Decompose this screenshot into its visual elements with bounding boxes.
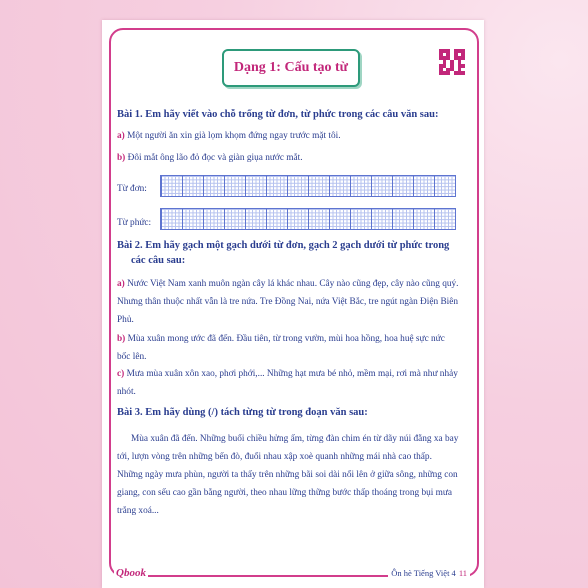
item-label: b) [117, 153, 126, 163]
exercise-3-title: Bài 3. Em hãy dùng (/) tách từng từ trong đoạn văn sau: [117, 407, 368, 418]
item-text: Mưa mùa xuân xôn xao, phơi phới,... Những hạt mưa bé nhỏ, mềm mại, rơi mà như nhảy nhót. [117, 369, 458, 397]
exercise-1-item-b [117, 149, 459, 167]
item-text: Mùa xuân mong ước đã đến. Đầu tiên, từ trong vườn, mùi hoa hồng, hoa huệ sực nức bốc lên. [117, 334, 445, 362]
compound-word-label: Từ phức: [117, 218, 152, 228]
item-text: Đôi mắt ông lão đỏ đọc và giàn giụa nước mắt. [127, 153, 303, 163]
item-label: b) [117, 334, 126, 344]
exercise-1-title: Bài 1. Em hãy viết vào chỗ trống từ đơn, từ phức trong các câu văn sau: [117, 109, 439, 120]
qr-code-icon [439, 49, 465, 75]
item-label: a) [117, 131, 125, 141]
exercise-1-item-a [117, 127, 459, 145]
exercise-2-item-a [117, 275, 459, 329]
footer-subject [388, 568, 470, 578]
item-label: a) [117, 279, 125, 289]
exercise-3-passage: Mùa xuân đã đến. Những buổi chiều hửng ấm, từng đàn chim én từ dãy núi đằng xa bay tới, lượn vòng trên những bến đò, đuổi nhau xập xoè quanh những mái nhà cao thấp. Những ngày mưa phùn, người ta thấy trên những bãi soi dài nổi lên ở giữa sông, những con giang, con sếu cao gần bằng người, theo nhau lững thững bước thấp thoáng trong bụi mưa trắng xoá... [117, 434, 459, 516]
section-title-box [222, 49, 360, 87]
qbook-logo: Qbook [116, 567, 146, 579]
compound-word-writing-grid[interactable] [160, 208, 456, 230]
item-text: Nước Việt Nam xanh muôn ngàn cây lá khác nhau. Cây nào cũng đẹp, cây nào cũng quý. Nhưng thân thuộc nhất vẫn là tre nứa. Tre Đồng Nai, nứa Việt Bắc, tre ngút ngàn Điện Biên Phủ. [117, 279, 459, 325]
single-word-writing-grid[interactable] [160, 175, 456, 197]
single-word-label: Từ đơn: [117, 184, 147, 194]
footer-subject-label: Ôn hè Tiếng Việt 4 [391, 568, 456, 578]
exercise-2-title-line1: Bài 2. Em hãy gạch một gạch dưới từ đơn, gạch 2 gạch dưới từ phức trong [117, 240, 450, 251]
item-text: Một người ăn xin già lọm khọm đứng ngay trước mặt tôi. [127, 131, 341, 141]
workbook-page [102, 20, 484, 588]
exercise-2-item-c [117, 365, 459, 401]
exercise-2-item-b [117, 330, 459, 366]
item-label: c) [117, 369, 125, 379]
section-title: Dạng 1: Cấu tạo từ [233, 60, 349, 75]
exercise-2-title-line2: các câu sau: [131, 255, 186, 266]
page-number: 11 [458, 568, 467, 578]
